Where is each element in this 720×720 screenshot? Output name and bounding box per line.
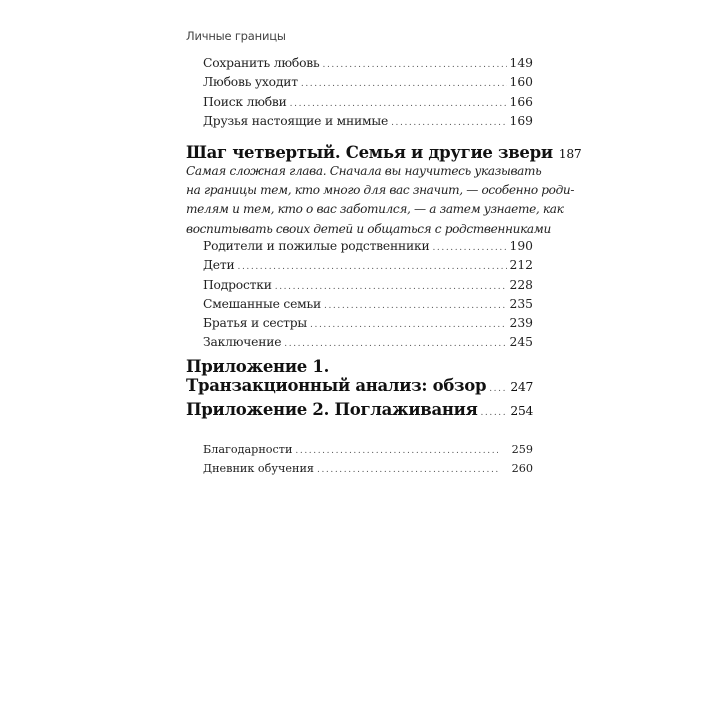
leader-dots <box>301 79 507 89</box>
toc-entry-title: Подростки <box>203 278 272 292</box>
chapter-title: Шаг четвертый. Семья и другие звери <box>186 143 553 162</box>
leader-dots <box>391 118 506 128</box>
backmatter-entry <box>203 462 533 475</box>
toc-entry <box>203 114 533 132</box>
toc-entry-page: 160 <box>509 75 533 89</box>
description-line: Самая сложная глава. Сначала вы научитесь указывать <box>186 164 542 178</box>
leader-dots <box>324 301 507 311</box>
chapter-page: 187 <box>558 147 582 161</box>
toc-entry-page: 149 <box>509 56 533 70</box>
toc-entry <box>203 95 533 113</box>
toc-entry-title: Поиск любви <box>203 95 287 109</box>
chapter-description <box>186 162 575 239</box>
leader-dots <box>284 339 506 349</box>
toc-entry-title: Друзья настоящие и мнимые <box>203 114 389 128</box>
toc-entry <box>203 75 533 93</box>
toc-entry-title: Братья и сестры <box>203 316 308 330</box>
appendix-heading <box>186 376 533 395</box>
running-head: Личные границы <box>186 29 286 43</box>
toc-entry-title: Родители и пожилые родственники <box>203 239 430 253</box>
toc-entry-title: Заключение <box>203 335 282 349</box>
leader-dots <box>317 465 498 475</box>
leader-dots <box>275 282 507 292</box>
appendix-page: 254 <box>510 404 533 418</box>
description-line: на границы тем, кто много для вас значит, — особенно роди- <box>186 183 575 198</box>
toc-entry-page: 228 <box>509 278 533 292</box>
toc-entry <box>203 56 533 74</box>
toc-entry-page: 239 <box>509 316 533 330</box>
toc-entry <box>203 297 533 315</box>
leader-dots <box>310 320 506 330</box>
appendix-page: 247 <box>510 380 533 394</box>
toc-entry <box>203 278 533 296</box>
toc-entry <box>203 316 533 334</box>
toc-entry-page: 212 <box>509 258 533 272</box>
backmatter-page: 259 <box>511 443 533 456</box>
toc-entry-page: 245 <box>509 335 533 349</box>
toc-entry <box>203 258 533 276</box>
toc-entry <box>203 239 533 257</box>
toc-entry-title: Любовь уходит <box>203 75 298 89</box>
backmatter-title: Благодарности <box>203 443 293 456</box>
chapter-heading <box>186 143 582 162</box>
toc-entry-page: 166 <box>509 95 533 109</box>
toc-entry-page: 169 <box>509 114 533 128</box>
leader-dots <box>295 446 497 456</box>
leader-dots <box>480 408 507 418</box>
toc-entry-page: 190 <box>509 239 533 253</box>
description-line: телям и тем, кто о вас заботился, — а затем узнаете, как <box>186 202 564 217</box>
appendix-title: Приложение 2. Поглаживания <box>186 400 478 419</box>
toc-entry <box>203 335 533 353</box>
leader-dots <box>290 99 507 109</box>
leader-dots <box>432 243 506 253</box>
toc-entry-title: Дети <box>203 258 235 272</box>
appendix-heading-line1 <box>186 357 533 376</box>
backmatter-page: 260 <box>511 462 533 475</box>
toc-entry-title: Смешанные семьи <box>203 297 321 311</box>
description-line: воспитывать своих детей и общаться с родственниками <box>186 221 551 236</box>
appendix-heading <box>186 400 533 419</box>
toc-entry-title: Сохранить любовь <box>203 56 320 70</box>
appendix-title-line1: Приложение 1. <box>186 357 330 376</box>
leader-dots <box>323 60 507 70</box>
leader-dots <box>489 384 507 394</box>
leader-dots <box>237 262 506 272</box>
backmatter-title: Дневник обучения <box>203 462 314 475</box>
appendix-title: Транзакционный анализ: обзор <box>186 376 487 395</box>
toc-entry-page: 235 <box>509 297 533 311</box>
backmatter-entry <box>203 443 533 456</box>
